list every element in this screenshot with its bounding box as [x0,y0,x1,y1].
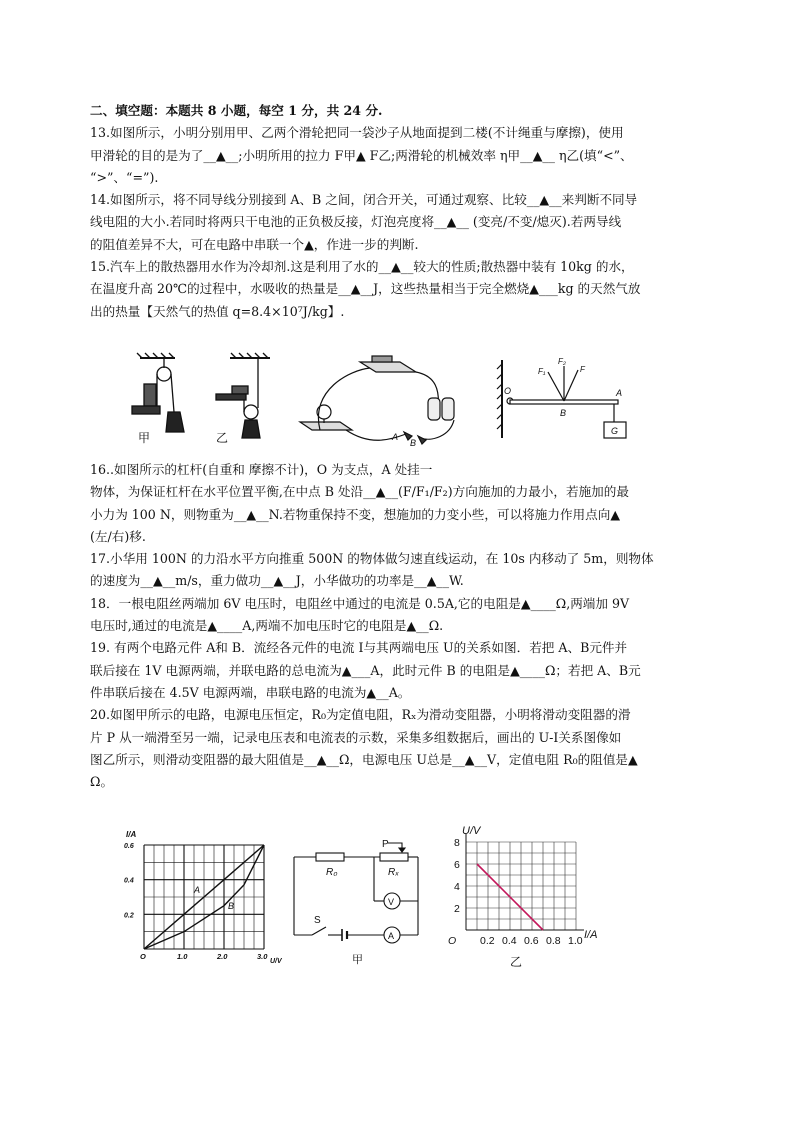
q14-line-1: 14.如图所示，将不同导线分别接到 A、B 之间，闭合开关，可通过观察、比较__▲__来判断不同导 [90,192,638,208]
iu-graph-ylabel: I/A [126,830,137,839]
iu-graph-label-b: B [228,901,235,911]
q15-line-2: 在温度升高 20℃的过程中，水吸收的热量是__▲__J，这些热量相当于完全燃烧▲___kg 的天然气放 [90,281,641,297]
ui-graph-xlabel: I/A [584,929,598,941]
label-yi-visible: 乙 [216,431,229,445]
iu-graph-label-a: A [194,885,201,895]
x-tick-label: 1.0 [177,952,188,961]
q20-line-3: 图乙所示，则滑动变阻器的最大阻值是__▲__Ω，电源电压 U总是__▲__V，定值电阻 R₀的阻值是▲ [90,751,638,767]
ui-graph-caption: 乙 [510,955,523,969]
lever-label-f2: F₂ [558,357,566,366]
q15-line-3: 出的热量【天然气的热值 q=8.4×10⁷J/kg】. [90,303,345,319]
lever-label-o: O [504,386,512,396]
q19-line-1: 19. 有两个电路元件 A和 B．流经各元件的电流 I与其两端电压 U的关系如图．若把 A、B元件并 [90,640,628,656]
x-tick-label: O [140,952,146,961]
circuit-board-figure [300,356,454,444]
circuit-label-b: B [410,438,417,448]
q20-line-4: Ω。 [90,774,114,790]
label-r0: R₀ [326,867,338,878]
q13-line-1: 13.如图所示，小明分别用甲、乙两个滑轮把同一袋沙子从地面提到二楼(不计绳重与摩擦)，使用 [90,125,624,141]
q16-line-3: 小力为 100 N，则物重为__▲__N.若物重保持不变，想施加的力变小些，可以将施力作用点向▲ [90,506,621,522]
q14-line-2: 线电阻的大小.若同时将两只干电池的正负极反接，灯泡亮度将__▲__ (变亮/不变/熄灭).若两导线 [90,214,622,230]
x-tick-label: O [448,935,457,947]
label-v: V [388,897,395,907]
x-tick-label: 0.4 [502,935,517,947]
label-p: P [382,839,389,850]
q13-line-3: “>”、“=”). [90,169,159,185]
iu-graph [118,825,288,965]
pulley-jia-figure [132,353,184,432]
y-tick-label: 0.4 [124,877,134,885]
x-tick-label: 3.0 [257,952,268,961]
text-block-bottom [90,459,694,793]
lever-label-f: F [580,365,585,374]
q16-line-2: 物体，为保证杠杆在水平位置平衡,在中点 B 处沿__▲__(F/F₁/F₂)方向施加的力最小，若施加的最 [90,484,629,500]
x-tick-label: 0.8 [546,935,561,947]
q13-line-2: 甲滑轮的目的是为了__▲__;小明所用的拉力 F甲▲ F乙;两滑轮的机械效率 η甲__▲__ η乙(填“<”、 [90,147,633,163]
label-s: S [314,915,321,926]
q19-line-3: 件串联后接在 4.5V 电源两端，串联电路的电流为▲__A。 [90,684,411,700]
pulley-yi-figure [216,353,270,438]
y-tick-label: 0.6 [124,843,134,850]
q19-line-2: 联后接在 1V 电源两端，并联电路的总电流为▲___A，此时元件 B 的电阻是▲____Ω；若把 A、B元 [90,662,641,678]
resistor-r0 [316,853,344,861]
q20-line-2: 片 P 从一端滑至另一端，记录电压表和电流表的示数，采集多组数据后，画出的 U-I关系图像如 [90,729,622,745]
lever-label-a: A [616,388,623,398]
lever-figure [497,360,626,438]
x-tick-label: 0.6 [524,935,539,947]
ui-graph [440,822,600,972]
lever-label-g: G [611,426,619,436]
figure-row [120,350,680,450]
q15-line-1: 15.汽车上的散热器用水作为冷却剂.这是利用了水的__▲__较大的性质;散热器中装有 10kg 的水， [90,259,634,275]
circuit-label-a: A [392,432,399,442]
q16-line-1: 16..如图所示的杠杆(自重和 摩擦不计)，O 为支点，A 处挂一 [90,462,433,477]
x-tick-label: 2.0 [217,952,228,961]
q20-line-1: 20.如图甲所示的电路，电源电压恒定，R₀为定值电阻，Rₓ为滑动变阻器，小明将滑动变阻器的滑 [90,707,631,723]
x-tick-label: 0.2 [480,935,495,947]
iu-graph-xlabel: U/V [270,958,282,965]
y-tick-label: 2 [454,903,460,915]
label-a: A [388,931,395,941]
circuit-caption-jia: 甲 [352,954,363,966]
y-tick-label: 8 [454,837,460,849]
label-jia: 甲 [138,431,151,445]
q18-line-2: 电压时,通过的电流是▲____A,两端不加电压时它的电阻是▲__Ω. [90,618,444,634]
x-tick-label: 1.0 [568,935,583,947]
q14-line-3: 的阻值差异不大，可在电路中串联一个▲，作进一步的判断. [90,236,419,252]
section-title: 二、填空题：本题共 8 小题，每空 1 分，共 24 分. [90,103,383,118]
q17-line-2: 的速度为__▲__m/s，重力做功__▲__J，小华做功的功率是__▲__W. [90,573,464,589]
y-tick-label: 6 [454,859,460,871]
q18-line-1: 18．一根电阻丝两端加 6V 电压时，电阻丝中通过的电流是 0.5A,它的电阻是▲____Ω,两端加 9V [90,595,630,611]
ui-graph-grid [466,834,584,930]
q16-line-4: (左/右)移. [90,528,146,544]
ui-graph-ylabel: U/V [462,825,481,837]
label-rx: Rₓ [388,867,400,878]
q17-line-1: 17.小华用 100N 的力沿水平方向推重 500N 的物体做匀速直线运动，在 10s 内移动了 5m，则物体 [90,551,654,567]
text-block-top [90,100,694,323]
rheostat-rx [380,853,408,861]
lever-label-f1: F₁ [538,367,546,376]
y-tick-label: 4 [454,881,460,893]
lever-label-b: B [560,408,567,418]
y-tick-label: 0.2 [124,912,134,920]
circuit-jia [290,835,430,970]
